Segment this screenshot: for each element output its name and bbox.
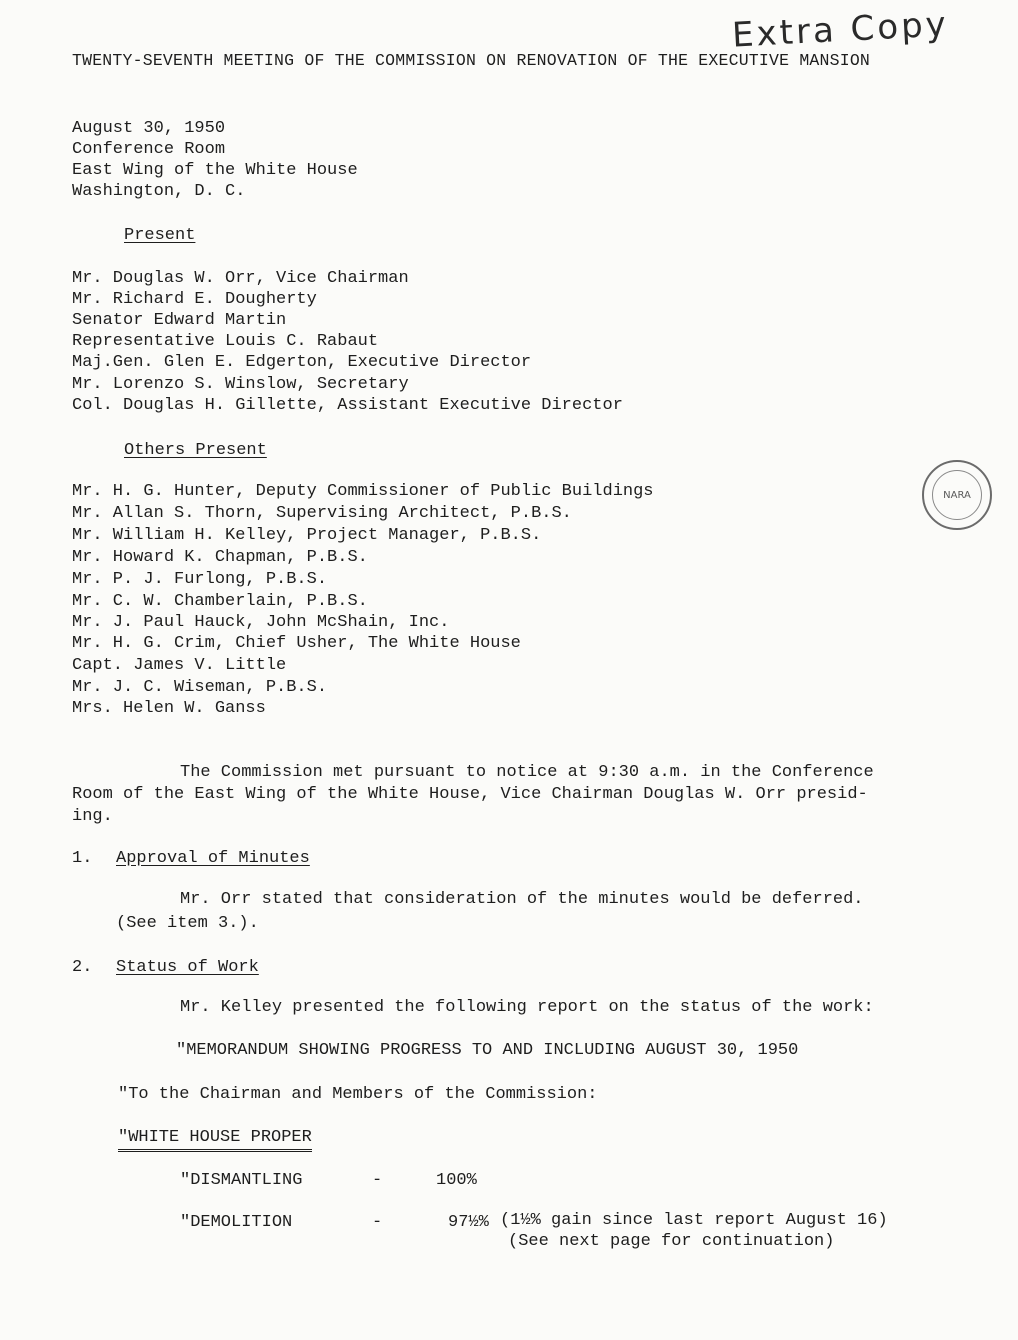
- item2-heading: Status of Work: [116, 958, 259, 977]
- meeting-city: Washington, D. C.: [72, 182, 246, 201]
- item1-text: (See item 3.).: [116, 914, 259, 933]
- item2-text: Mr. Kelley presented the following report on the status of the work:: [180, 998, 874, 1017]
- others-member: Mr. Allan S. Thorn, Supervising Architect, P.B.S.: [72, 504, 572, 523]
- item1-heading: Approval of Minutes: [116, 849, 310, 868]
- others-member: Mr. H. G. Crim, Chief Usher, The White House: [72, 634, 521, 653]
- item2-number: 2.: [72, 958, 93, 977]
- item1-number: 1.: [72, 849, 93, 868]
- others-member: Capt. James V. Little: [72, 656, 287, 675]
- archive-stamp: [922, 460, 992, 530]
- present-member: Senator Edward Martin: [72, 311, 287, 330]
- memo-title: "MEMORANDUM SHOWING PROGRESS TO AND INCLUDING AUGUST 30, 1950: [176, 1041, 799, 1060]
- present-member: Representative Louis C. Rabaut: [72, 332, 379, 351]
- others-member: Mr. Howard K. Chapman, P.B.S.: [72, 548, 368, 567]
- others-member: Mr. J. C. Wiseman, P.B.S.: [72, 678, 328, 697]
- others-member: Mr. J. Paul Hauck, John McShain, Inc.: [72, 613, 450, 632]
- meeting-date: August 30, 1950: [72, 119, 226, 138]
- others-member: Mr. C. W. Chamberlain, P.B.S.: [72, 592, 368, 611]
- document-page: Extra Copy TWENTY-SEVENTH MEETING OF THE COMMISSION ON RENOVATION OF THE EXECUTIVE MANSION August 30, 1950 Conference Room East Wing of the White House Washington, D. C. Present Mr. Douglas W. Orr, Vice Chairman Mr. Richard E. Dougherty Senator Edward Martin Representative Louis C. Rabaut Maj.Gen. Glen E. Edgerton, Executive Director Mr. Lorenzo S. Winslow, Secretary Col. Douglas H. Gillette, Assistant Executive Director Others Present Mr. H. G. Hunter, Deputy Commissioner of Public Buildings Mr. Allan S. Thorn, Supervising Architect, P.B.S. Mr. William H. Kelley, Project Manager, P.B.S. Mr. Howard K. Chapman, P.B.S. Mr. P. J. Furlong, P.B.S. Mr. C. W. Chamberlain, P.B.S. Mr. J. Paul Hauck, John McShain, Inc. Mr. H. G. Crim, Chief Usher, The White House Capt. James V. Little Mr. J. C. Wiseman, P.B.S. Mrs. Helen W. Ganss The Commission met pursuant to notice at 9:30 a.m. in the Conference Room of the East Wing of the White House, Vice Chairman Douglas W. Orr presid- ing. 1. Approval of Minutes Mr. Orr stated that consideration of the minutes would be deferred. (See item 3.). 2. Status of Work Mr. Kelley presented the following report on the status of the work: "MEMORANDUM SHOWING PROGRESS TO AND INCLUDING AUGUST 30, 1950 "To the Chairman and Members of the Commission: "WHITE HOUSE PROPER "DISMANTLING - 100% "DEMOLITION - 97½% (1½% gain since last report August 16) (See next page for continuation) NARA: [0, 0, 1018, 1340]
- present-member: Maj.Gen. Glen E. Edgerton, Executive Director: [72, 353, 532, 372]
- present-member: Mr. Lorenzo S. Winslow, Secretary: [72, 375, 409, 394]
- meeting-building: East Wing of the White House: [72, 161, 358, 180]
- meeting-room: Conference Room: [72, 140, 226, 159]
- others-present-heading: Others Present: [124, 441, 267, 460]
- handwritten-note: Extra Copy: [731, 4, 950, 56]
- section-heading: "WHITE HOUSE PROPER: [118, 1127, 312, 1152]
- others-member: Mr. P. J. Furlong, P.B.S.: [72, 570, 328, 589]
- others-member: Mr. H. G. Hunter, Deputy Commissioner of Public Buildings: [72, 482, 654, 501]
- present-member: Mr. Richard E. Dougherty: [72, 290, 317, 309]
- continuation-note: (See next page for continuation): [508, 1232, 835, 1251]
- memo-address: "To the Chairman and Members of the Commission:: [118, 1085, 598, 1104]
- present-member: Col. Douglas H. Gillette, Assistant Executive Director: [72, 396, 623, 415]
- present-member: Mr. Douglas W. Orr, Vice Chairman: [72, 269, 409, 288]
- others-member: Mr. William H. Kelley, Project Manager, P.B.S.: [72, 526, 542, 545]
- present-heading: Present: [124, 226, 196, 245]
- item1-text: Mr. Orr stated that consideration of the minutes would be deferred.: [180, 890, 864, 909]
- others-member: Mrs. Helen W. Ganss: [72, 699, 266, 718]
- stamp-text: NARA: [943, 489, 971, 501]
- document-title: TWENTY-SEVENTH MEETING OF THE COMMISSION ON RENOVATION OF THE EXECUTIVE MANSION: [72, 51, 871, 70]
